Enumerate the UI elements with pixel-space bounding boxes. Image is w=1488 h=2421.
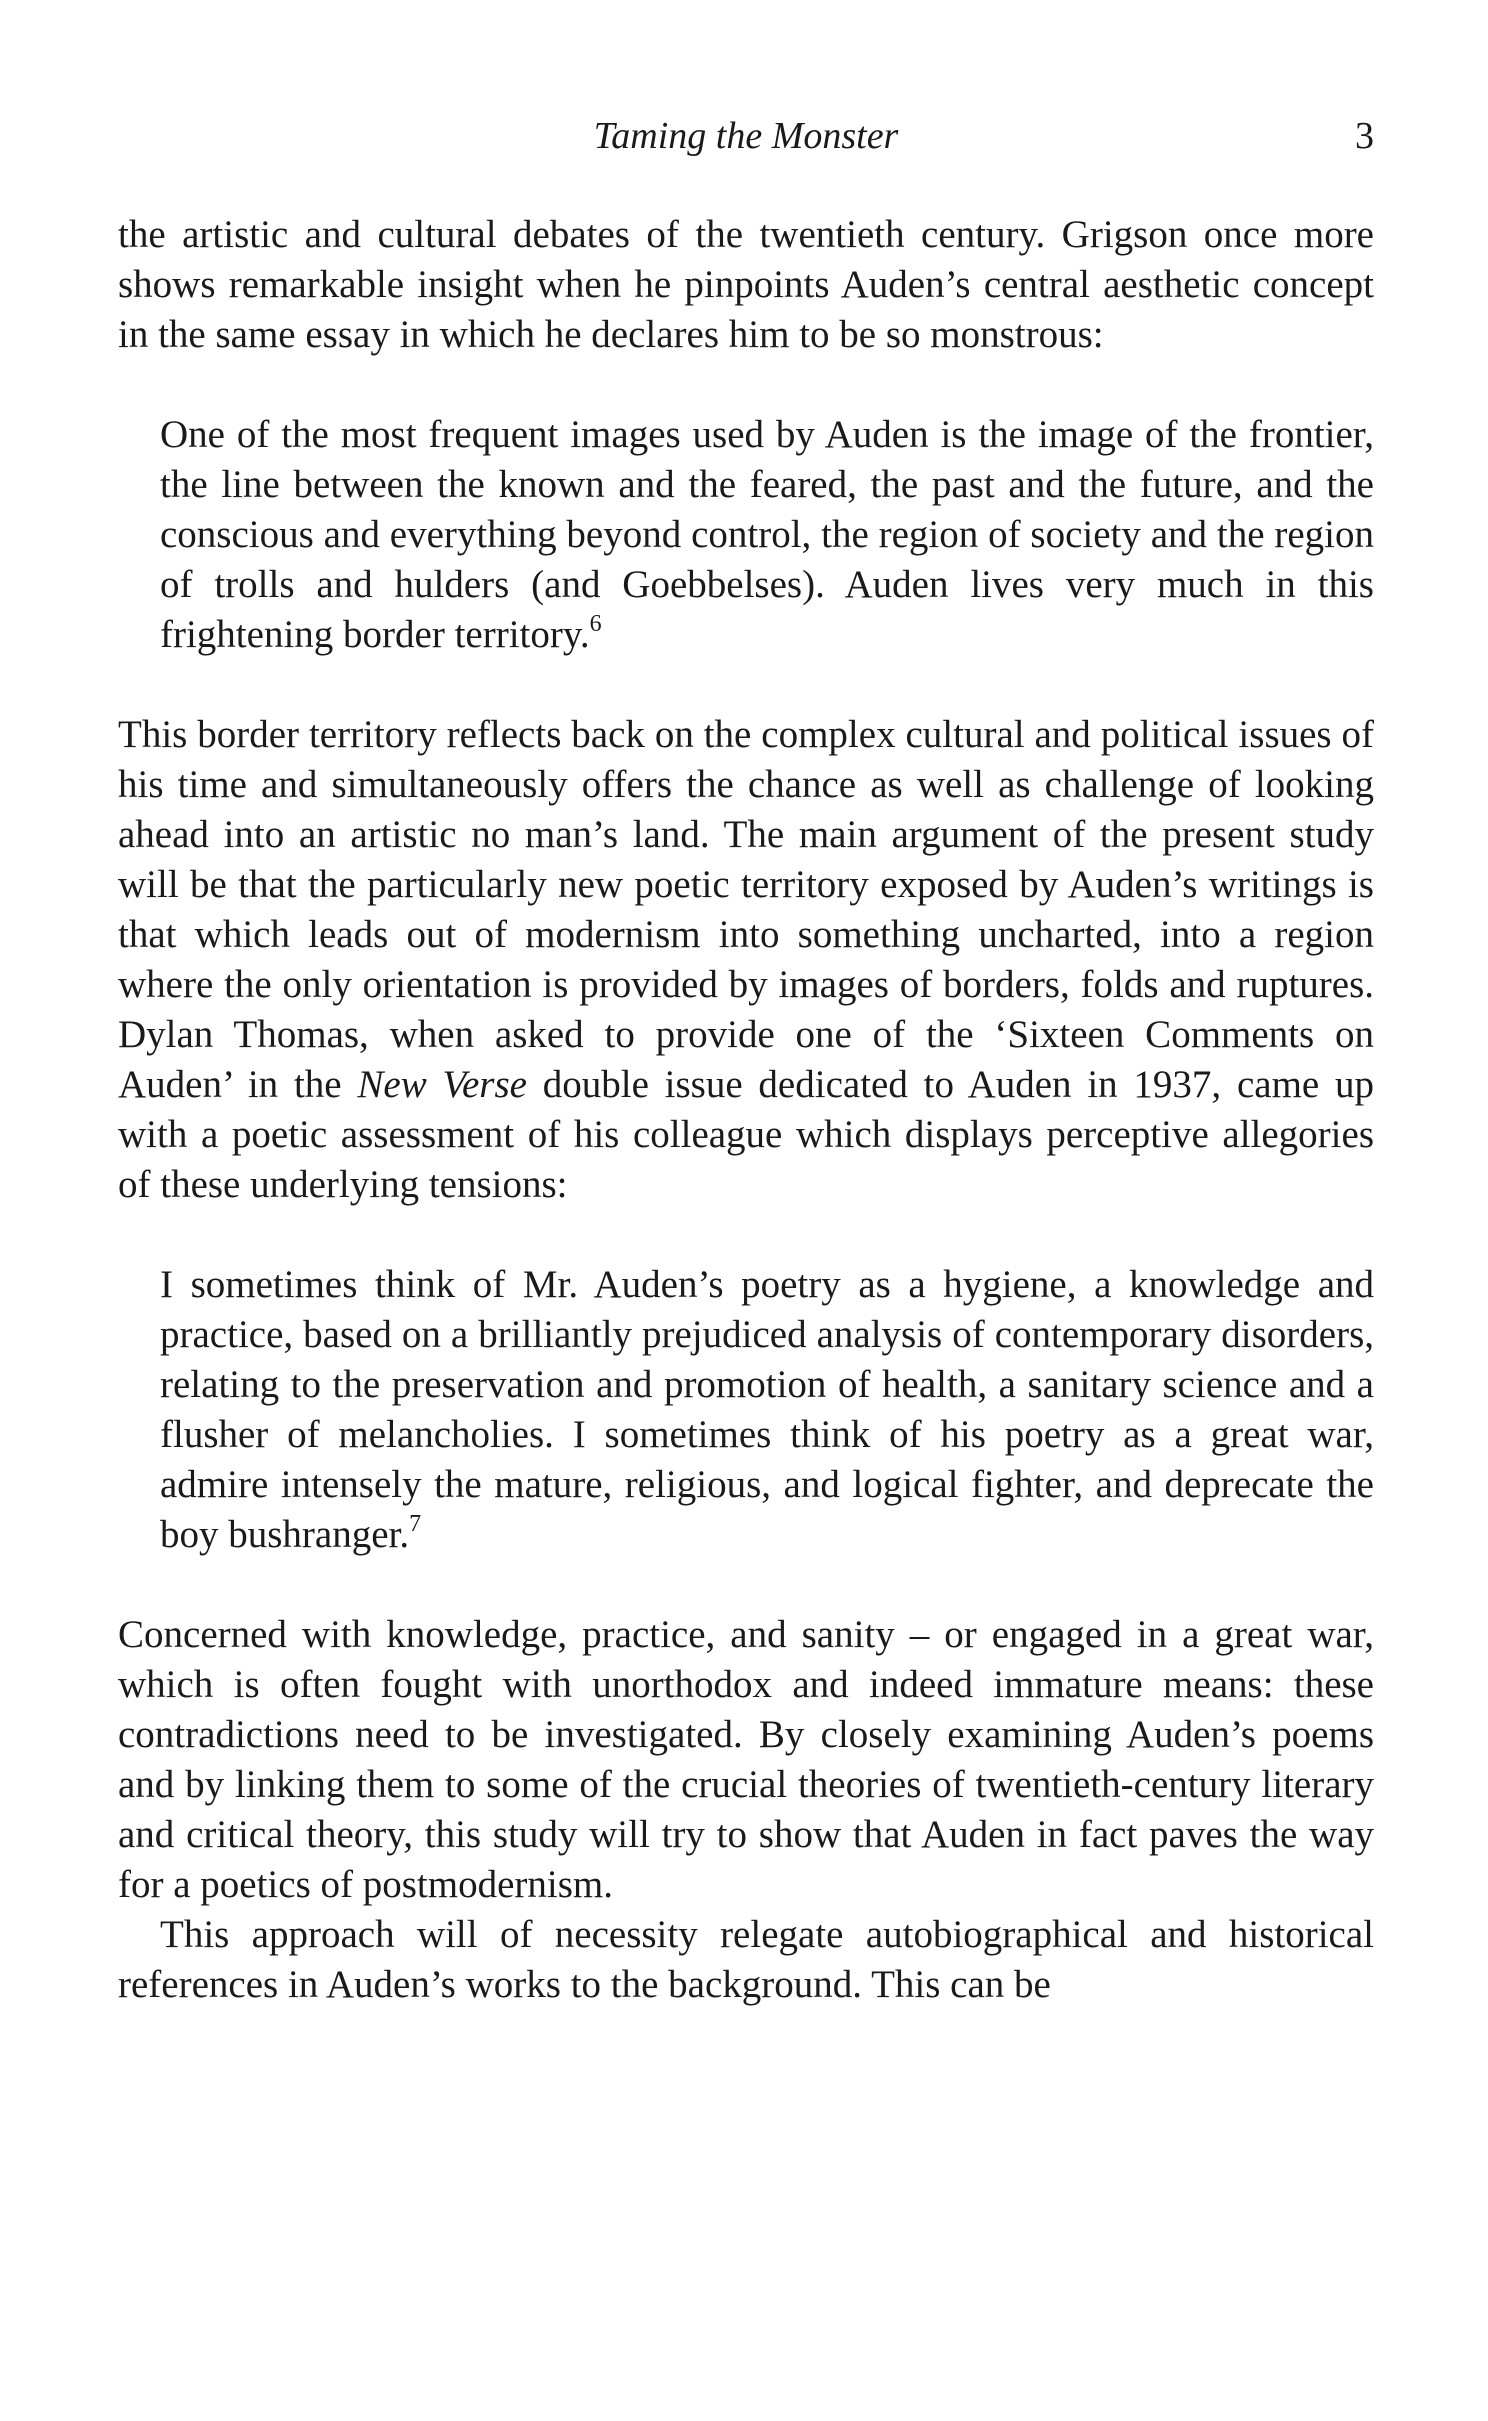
paragraph-2: [118, 710, 1374, 1210]
paragraph-text: This border territory reflects back on the complex cultural and political issues of his time and simultaneously offers the chance as well as challenge of looking ahead into an artistic no man’s land. The main argument of the present study will be that the particularly new poetic territory exposed by Auden’s writings is that which leads out of modernism into something uncharted, into a region where the only orientation is provided by images of borders, folds and ruptures. Dylan Thomas, when asked to provide one of the ‘Sixteen Comments on Auden’ in the: [118, 713, 1374, 1106]
journal-title: New Verse: [357, 1063, 527, 1106]
quote-text: I sometimes think of Mr. Auden’s poetry as a hygiene, a knowledge and practice, based on a brilliantly prejudiced analysis of contemporary disorders, relating to the preservation and promotion of health, a sanitary science and a flusher of melancholies. I sometimes think of his poetry as a great war, admire intensely the mature, religious, and logical fighter, and deprecate the boy bushranger.: [160, 1263, 1374, 1556]
paragraph-3: Concerned with knowledge, practice, and sanity – or engaged in a great war, which is often fought with unorthodox and indeed immature means: these contradictions need to be investigated. By closely examining Auden’s poems and by linking them to some of the crucial theories of twentieth-century literary and critical theory, this study will try to show that Auden in fact paves the way for a poetics of postmodernism.: [118, 1613, 1374, 1906]
running-title: Taming the Monster: [593, 115, 899, 157]
block-quote-grigson: [160, 410, 1374, 660]
footnote-marker: 6: [589, 611, 602, 637]
footnote-marker: 7: [409, 1511, 422, 1537]
quote-text: One of the most frequent images used by Auden is the image of the frontier, the line between the known and the feared, the past and the future, and the conscious and everything beyond control, the region of society and the region of trolls and hulders (and Goebbelses). Auden lives very much in this frightening border territory.: [160, 413, 1374, 656]
paragraph-text: double issue dedicated to Auden in 1937, came up with a poetic assessment of his colleague which displays perceptive allegories of these underlying tensions:: [118, 1063, 1374, 1206]
body-text: [118, 210, 1374, 2010]
paragraph-1: the artistic and cultural debates of the twentieth century. Grigson once more shows remarkable insight when he pinpoints Auden’s central aesthetic concept in the same essay in which he declares him to be so monstrous:: [118, 213, 1374, 356]
paragraph-4: This approach will of necessity relegate autobiographical and historical references in Auden’s works to the background. This can be: [118, 1913, 1374, 2006]
running-head: [118, 112, 1374, 160]
block-quote-thomas: [160, 1260, 1374, 1560]
page-number: 3: [1355, 115, 1374, 157]
